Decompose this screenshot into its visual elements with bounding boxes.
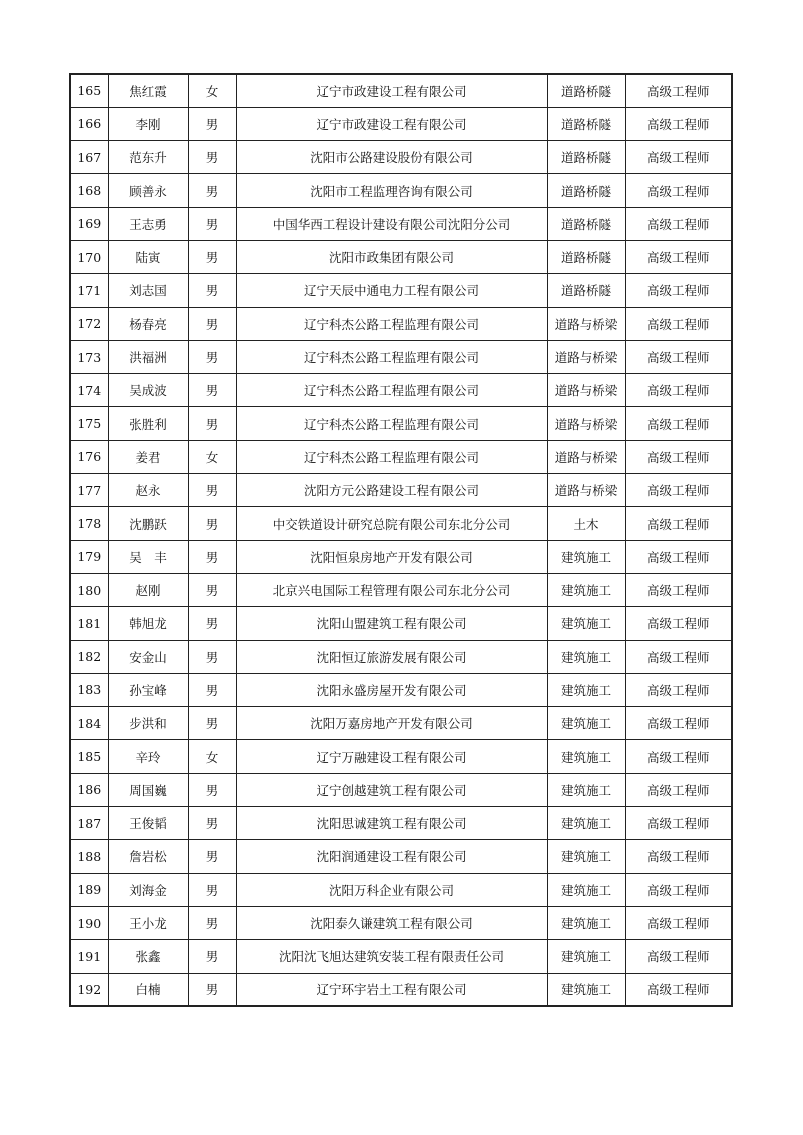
table-row bbox=[70, 640, 732, 673]
major-cell: 建筑施工 bbox=[547, 607, 625, 640]
table-row bbox=[70, 440, 732, 473]
table-row bbox=[70, 374, 732, 407]
name-cell: 吴成波 bbox=[108, 374, 188, 407]
company-cell: 沈阳恒辽旅游发展有限公司 bbox=[236, 640, 547, 673]
table-row bbox=[70, 673, 732, 706]
name-cell: 范东升 bbox=[108, 141, 188, 174]
row-number-cell: 166 bbox=[70, 107, 108, 140]
name-cell: 陆寅 bbox=[108, 240, 188, 273]
row-number-cell: 174 bbox=[70, 374, 108, 407]
major-cell: 建筑施工 bbox=[547, 940, 625, 973]
name-cell: 赵刚 bbox=[108, 573, 188, 606]
title-cell: 高级工程师 bbox=[625, 440, 732, 473]
row-number-cell: 189 bbox=[70, 873, 108, 906]
company-cell: 辽宁科杰公路工程监理有限公司 bbox=[236, 340, 547, 373]
gender-cell: 男 bbox=[188, 240, 236, 273]
company-cell: 北京兴电国际工程管理有限公司东北分公司 bbox=[236, 573, 547, 606]
table-row bbox=[70, 307, 732, 340]
gender-cell: 男 bbox=[188, 773, 236, 806]
row-number-cell: 182 bbox=[70, 640, 108, 673]
title-cell: 高级工程师 bbox=[625, 407, 732, 440]
title-cell: 高级工程师 bbox=[625, 640, 732, 673]
gender-cell: 男 bbox=[188, 607, 236, 640]
gender-cell: 男 bbox=[188, 540, 236, 573]
name-cell: 洪福洲 bbox=[108, 340, 188, 373]
name-cell: 沈鹏跃 bbox=[108, 507, 188, 540]
company-cell: 辽宁科杰公路工程监理有限公司 bbox=[236, 440, 547, 473]
company-cell: 沈阳市工程监理咨询有限公司 bbox=[236, 174, 547, 207]
title-cell: 高级工程师 bbox=[625, 340, 732, 373]
major-cell: 建筑施工 bbox=[547, 640, 625, 673]
row-number-cell: 186 bbox=[70, 773, 108, 806]
major-cell: 建筑施工 bbox=[547, 673, 625, 706]
table-row bbox=[70, 507, 732, 540]
name-cell: 白楠 bbox=[108, 973, 188, 1006]
company-cell: 沈阳思诚建筑工程有限公司 bbox=[236, 807, 547, 840]
title-cell: 高级工程师 bbox=[625, 840, 732, 873]
title-cell: 高级工程师 bbox=[625, 807, 732, 840]
row-number-cell: 187 bbox=[70, 807, 108, 840]
title-cell: 高级工程师 bbox=[625, 374, 732, 407]
row-number-cell: 169 bbox=[70, 207, 108, 240]
major-cell: 道路桥隧 bbox=[547, 207, 625, 240]
title-cell: 高级工程师 bbox=[625, 740, 732, 773]
gender-cell: 女 bbox=[188, 440, 236, 473]
name-cell: 刘志国 bbox=[108, 274, 188, 307]
major-cell: 道路桥隧 bbox=[547, 240, 625, 273]
gender-cell: 男 bbox=[188, 141, 236, 174]
name-cell: 王小龙 bbox=[108, 906, 188, 939]
major-cell: 建筑施工 bbox=[547, 973, 625, 1006]
title-cell: 高级工程师 bbox=[625, 141, 732, 174]
table-row bbox=[70, 607, 732, 640]
row-number-cell: 178 bbox=[70, 507, 108, 540]
name-cell: 吴 丰 bbox=[108, 540, 188, 573]
company-cell: 中国华西工程设计建设有限公司沈阳分公司 bbox=[236, 207, 547, 240]
table-row bbox=[70, 973, 732, 1006]
company-cell: 辽宁市政建设工程有限公司 bbox=[236, 74, 547, 107]
table-row bbox=[70, 474, 732, 507]
table-row bbox=[70, 940, 732, 973]
table-row bbox=[70, 740, 732, 773]
row-number-cell: 173 bbox=[70, 340, 108, 373]
name-cell: 刘海金 bbox=[108, 873, 188, 906]
major-cell: 道路桥隧 bbox=[547, 141, 625, 174]
major-cell: 道路与桥梁 bbox=[547, 407, 625, 440]
name-cell: 李刚 bbox=[108, 107, 188, 140]
gender-cell: 男 bbox=[188, 973, 236, 1006]
company-cell: 辽宁科杰公路工程监理有限公司 bbox=[236, 407, 547, 440]
gender-cell: 男 bbox=[188, 107, 236, 140]
major-cell: 建筑施工 bbox=[547, 573, 625, 606]
name-cell: 孙宝峰 bbox=[108, 673, 188, 706]
major-cell: 建筑施工 bbox=[547, 840, 625, 873]
title-cell: 高级工程师 bbox=[625, 107, 732, 140]
title-cell: 高级工程师 bbox=[625, 207, 732, 240]
table-row bbox=[70, 773, 732, 806]
gender-cell: 男 bbox=[188, 906, 236, 939]
major-cell: 道路桥隧 bbox=[547, 174, 625, 207]
gender-cell: 男 bbox=[188, 507, 236, 540]
title-cell: 高级工程师 bbox=[625, 174, 732, 207]
row-number-cell: 165 bbox=[70, 74, 108, 107]
table-row bbox=[70, 107, 732, 140]
company-cell: 沈阳市公路建设股份有限公司 bbox=[236, 141, 547, 174]
table-row bbox=[70, 873, 732, 906]
company-cell: 沈阳沈飞旭达建筑安装工程有限责任公司 bbox=[236, 940, 547, 973]
row-number-cell: 183 bbox=[70, 673, 108, 706]
major-cell: 建筑施工 bbox=[547, 773, 625, 806]
gender-cell: 男 bbox=[188, 940, 236, 973]
major-cell: 道路与桥梁 bbox=[547, 474, 625, 507]
major-cell: 道路与桥梁 bbox=[547, 374, 625, 407]
company-cell: 沈阳恒泉房地产开发有限公司 bbox=[236, 540, 547, 573]
name-cell: 辛玲 bbox=[108, 740, 188, 773]
name-cell: 姜君 bbox=[108, 440, 188, 473]
gender-cell: 男 bbox=[188, 807, 236, 840]
title-cell: 高级工程师 bbox=[625, 240, 732, 273]
table-row bbox=[70, 340, 732, 373]
title-cell: 高级工程师 bbox=[625, 973, 732, 1006]
row-number-cell: 185 bbox=[70, 740, 108, 773]
gender-cell: 男 bbox=[188, 873, 236, 906]
major-cell: 建筑施工 bbox=[547, 540, 625, 573]
table-row bbox=[70, 141, 732, 174]
company-cell: 沈阳山盟建筑工程有限公司 bbox=[236, 607, 547, 640]
major-cell: 道路桥隧 bbox=[547, 107, 625, 140]
table-row bbox=[70, 407, 732, 440]
name-cell: 王俊韬 bbox=[108, 807, 188, 840]
row-number-cell: 168 bbox=[70, 174, 108, 207]
gender-cell: 男 bbox=[188, 573, 236, 606]
major-cell: 道路桥隧 bbox=[547, 74, 625, 107]
name-cell: 张胜利 bbox=[108, 407, 188, 440]
name-cell: 韩旭龙 bbox=[108, 607, 188, 640]
company-cell: 辽宁创越建筑工程有限公司 bbox=[236, 773, 547, 806]
gender-cell: 男 bbox=[188, 174, 236, 207]
row-number-cell: 167 bbox=[70, 141, 108, 174]
company-cell: 辽宁科杰公路工程监理有限公司 bbox=[236, 307, 547, 340]
title-cell: 高级工程师 bbox=[625, 940, 732, 973]
company-cell: 沈阳万嘉房地产开发有限公司 bbox=[236, 707, 547, 740]
gender-cell: 男 bbox=[188, 673, 236, 706]
title-cell: 高级工程师 bbox=[625, 274, 732, 307]
name-cell: 焦红霞 bbox=[108, 74, 188, 107]
gender-cell: 男 bbox=[188, 207, 236, 240]
name-cell: 詹岩松 bbox=[108, 840, 188, 873]
major-cell: 道路与桥梁 bbox=[547, 307, 625, 340]
company-cell: 中交铁道设计研究总院有限公司东北分公司 bbox=[236, 507, 547, 540]
row-number-cell: 175 bbox=[70, 407, 108, 440]
gender-cell: 男 bbox=[188, 840, 236, 873]
row-number-cell: 177 bbox=[70, 474, 108, 507]
row-number-cell: 191 bbox=[70, 940, 108, 973]
name-cell: 步洪和 bbox=[108, 707, 188, 740]
major-cell: 建筑施工 bbox=[547, 707, 625, 740]
roster-table bbox=[69, 73, 733, 1007]
gender-cell: 女 bbox=[188, 740, 236, 773]
gender-cell: 男 bbox=[188, 274, 236, 307]
title-cell: 高级工程师 bbox=[625, 474, 732, 507]
major-cell: 建筑施工 bbox=[547, 906, 625, 939]
name-cell: 顾善永 bbox=[108, 174, 188, 207]
table-row bbox=[70, 274, 732, 307]
row-number-cell: 192 bbox=[70, 973, 108, 1006]
title-cell: 高级工程师 bbox=[625, 573, 732, 606]
gender-cell: 男 bbox=[188, 407, 236, 440]
major-cell: 道路与桥梁 bbox=[547, 440, 625, 473]
gender-cell: 男 bbox=[188, 340, 236, 373]
company-cell: 辽宁环宇岩土工程有限公司 bbox=[236, 973, 547, 1006]
company-cell: 沈阳市政集团有限公司 bbox=[236, 240, 547, 273]
row-number-cell: 190 bbox=[70, 906, 108, 939]
major-cell: 道路与桥梁 bbox=[547, 340, 625, 373]
gender-cell: 男 bbox=[188, 307, 236, 340]
title-cell: 高级工程师 bbox=[625, 673, 732, 706]
name-cell: 赵永 bbox=[108, 474, 188, 507]
company-cell: 辽宁万融建设工程有限公司 bbox=[236, 740, 547, 773]
table-row bbox=[70, 174, 732, 207]
row-number-cell: 180 bbox=[70, 573, 108, 606]
major-cell: 道路桥隧 bbox=[547, 274, 625, 307]
roster-body bbox=[70, 74, 732, 1006]
name-cell: 张鑫 bbox=[108, 940, 188, 973]
row-number-cell: 176 bbox=[70, 440, 108, 473]
title-cell: 高级工程师 bbox=[625, 307, 732, 340]
gender-cell: 女 bbox=[188, 74, 236, 107]
table-row bbox=[70, 707, 732, 740]
row-number-cell: 171 bbox=[70, 274, 108, 307]
gender-cell: 男 bbox=[188, 640, 236, 673]
company-cell: 辽宁科杰公路工程监理有限公司 bbox=[236, 374, 547, 407]
row-number-cell: 184 bbox=[70, 707, 108, 740]
row-number-cell: 188 bbox=[70, 840, 108, 873]
row-number-cell: 172 bbox=[70, 307, 108, 340]
name-cell: 周国巍 bbox=[108, 773, 188, 806]
name-cell: 安金山 bbox=[108, 640, 188, 673]
major-cell: 土木 bbox=[547, 507, 625, 540]
major-cell: 建筑施工 bbox=[547, 807, 625, 840]
company-cell: 辽宁天辰中通电力工程有限公司 bbox=[236, 274, 547, 307]
name-cell: 杨春亮 bbox=[108, 307, 188, 340]
company-cell: 辽宁市政建设工程有限公司 bbox=[236, 107, 547, 140]
title-cell: 高级工程师 bbox=[625, 607, 732, 640]
major-cell: 建筑施工 bbox=[547, 873, 625, 906]
major-cell: 建筑施工 bbox=[547, 740, 625, 773]
table-row bbox=[70, 74, 732, 107]
company-cell: 沈阳永盛房屋开发有限公司 bbox=[236, 673, 547, 706]
table-row bbox=[70, 906, 732, 939]
company-cell: 沈阳方元公路建设工程有限公司 bbox=[236, 474, 547, 507]
title-cell: 高级工程师 bbox=[625, 540, 732, 573]
row-number-cell: 181 bbox=[70, 607, 108, 640]
title-cell: 高级工程师 bbox=[625, 507, 732, 540]
company-cell: 沈阳润通建设工程有限公司 bbox=[236, 840, 547, 873]
table-row bbox=[70, 207, 732, 240]
row-number-cell: 179 bbox=[70, 540, 108, 573]
table-row bbox=[70, 840, 732, 873]
name-cell: 王志勇 bbox=[108, 207, 188, 240]
gender-cell: 男 bbox=[188, 374, 236, 407]
gender-cell: 男 bbox=[188, 707, 236, 740]
title-cell: 高级工程师 bbox=[625, 906, 732, 939]
table-row bbox=[70, 807, 732, 840]
title-cell: 高级工程师 bbox=[625, 707, 732, 740]
company-cell: 沈阳泰久谦建筑工程有限公司 bbox=[236, 906, 547, 939]
company-cell: 沈阳万科企业有限公司 bbox=[236, 873, 547, 906]
title-cell: 高级工程师 bbox=[625, 773, 732, 806]
gender-cell: 男 bbox=[188, 474, 236, 507]
table-row bbox=[70, 540, 732, 573]
title-cell: 高级工程师 bbox=[625, 873, 732, 906]
table-row bbox=[70, 240, 732, 273]
row-number-cell: 170 bbox=[70, 240, 108, 273]
title-cell: 高级工程师 bbox=[625, 74, 732, 107]
table-row bbox=[70, 573, 732, 606]
